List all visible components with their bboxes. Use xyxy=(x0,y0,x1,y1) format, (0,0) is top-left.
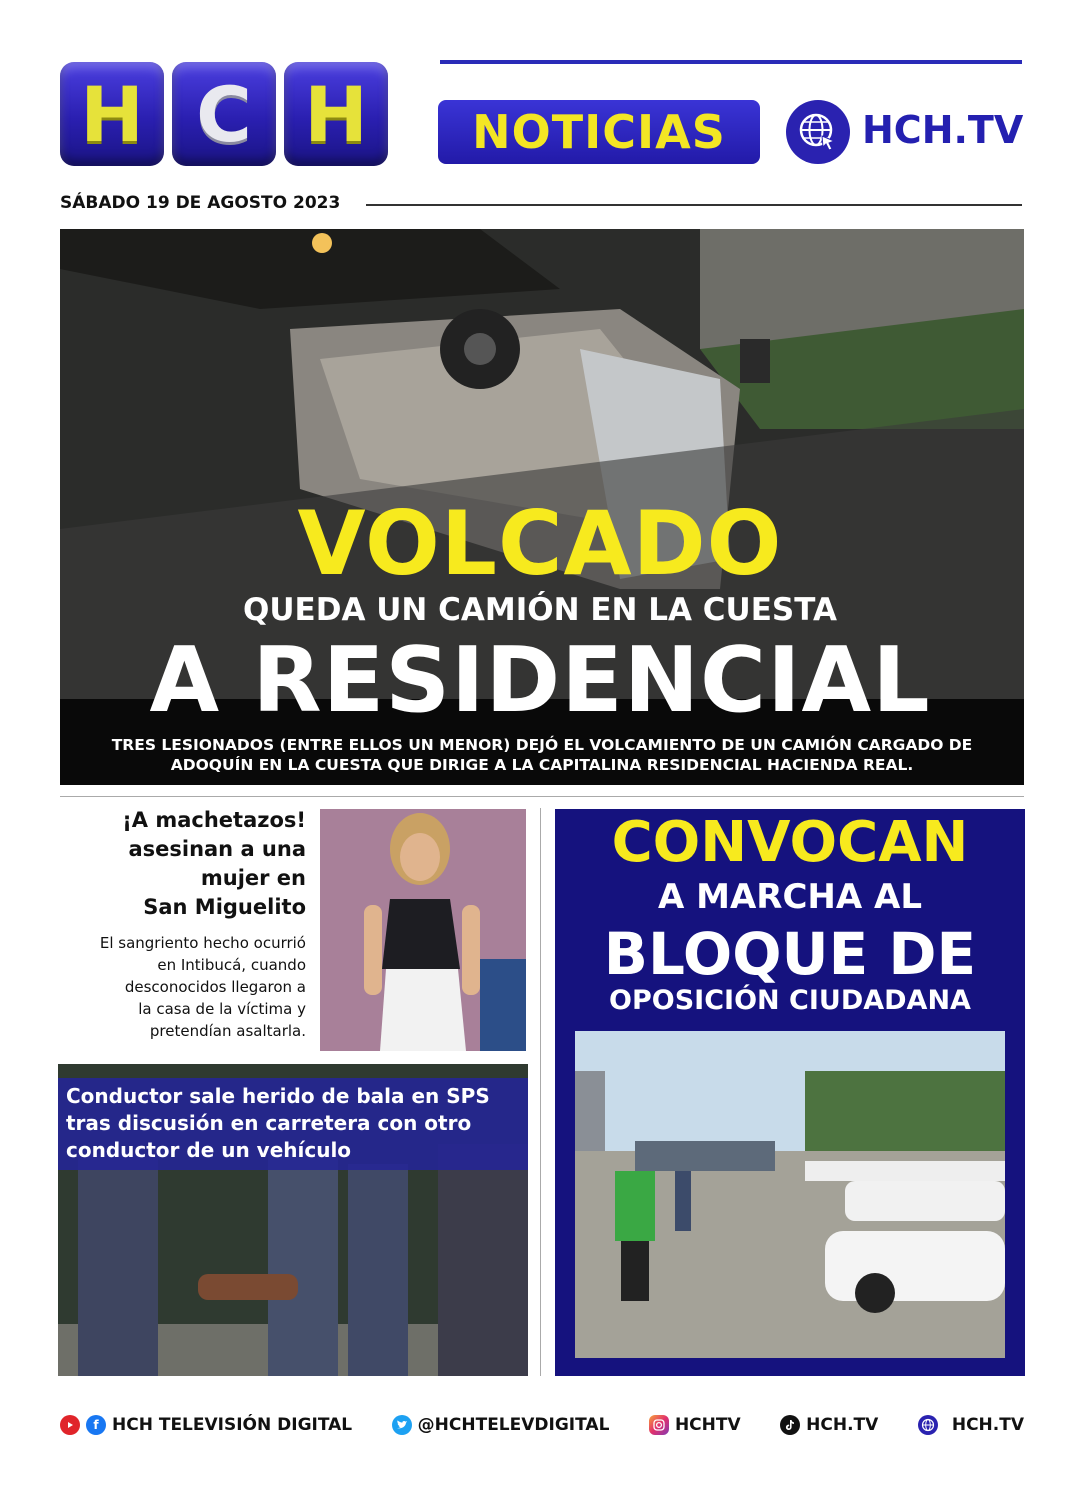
main-headline-middle[interactable]: QUEDA UN CAMIÓN EN LA CUESTA xyxy=(243,592,837,628)
machetazos-summary-line: la casa de la víctima y xyxy=(138,1000,306,1018)
machetazos-summary-line: desconocidos llegaron a xyxy=(124,978,306,996)
social-twitter-label: @HCHTELEVDIGITAL xyxy=(417,1415,610,1435)
social-web-label: HCH.TV xyxy=(951,1415,1024,1435)
date-rule xyxy=(366,204,1022,206)
website-link[interactable]: HCH.TV xyxy=(862,108,1024,152)
convocan-headline-4[interactable]: OPOSICIÓN CIUDADANA xyxy=(609,985,971,1016)
machetazos-headline-line: mujer en xyxy=(200,866,306,890)
social-footer xyxy=(60,1410,1024,1440)
machetazos-headline-line: San Miguelito xyxy=(143,895,306,919)
protest-street-photo xyxy=(575,1031,1005,1358)
section-label: NOTICIAS xyxy=(438,100,760,164)
social-instagram-label: HCHTV xyxy=(674,1415,741,1435)
convocan-headline-1[interactable]: CONVOCAN xyxy=(611,810,969,875)
machetazos-summary xyxy=(40,932,306,1042)
logo-letter-h1: H xyxy=(60,62,164,166)
social-web[interactable] xyxy=(918,1415,1024,1435)
globe-cursor-icon[interactable] xyxy=(786,100,850,164)
social-tiktok[interactable] xyxy=(780,1415,878,1435)
logo-letter-h2: H xyxy=(284,62,388,166)
convocan-headline-2[interactable]: A MARCHA AL xyxy=(657,877,922,917)
convocan-headline-3[interactable]: BLOQUE DE xyxy=(603,920,977,988)
social-facebook-youtube-label: HCH TELEVISIÓN DIGITAL xyxy=(112,1415,353,1435)
logo-letter-c: C xyxy=(172,62,276,166)
main-story-summary: TRES LESIONADOS (ENTRE ELLOS UN MENOR) DEJÓ EL VOLCAMIENTO DE UN CAMIÓN CARGADO DE ADOQUÍN EN LA CUESTA QUE DIRIGE A LA CAPITALINA RESIDENCIAL HACIENDA REAL. xyxy=(111,736,973,774)
victim-photo xyxy=(320,809,526,1051)
main-headline-bottom[interactable]: A RESIDENCIAL xyxy=(149,628,931,733)
machetazos-summary-line: en Intibucá, cuando xyxy=(157,956,306,974)
header-top-rule xyxy=(440,60,1022,64)
youtube-icon xyxy=(60,1415,80,1435)
twitter-icon xyxy=(392,1415,412,1435)
machetazos-summary-line: El sangriento hecho ocurrió xyxy=(99,934,306,952)
machetazos-headline[interactable] xyxy=(60,806,306,922)
social-tiktok-label: HCH.TV xyxy=(806,1415,879,1435)
issue-date: SÁBADO 19 DE AGOSTO 2023 xyxy=(60,193,341,213)
column-divider xyxy=(540,808,541,1376)
section-divider xyxy=(60,796,1024,797)
globe-icon xyxy=(918,1415,938,1435)
machetazos-headline-line: ¡A machetazos! xyxy=(122,808,306,832)
hch-logo xyxy=(60,62,390,166)
facebook-icon: f xyxy=(86,1415,106,1435)
machetazos-headline-line: asesinan a una xyxy=(128,837,306,861)
social-instagram[interactable] xyxy=(649,1415,741,1435)
social-facebook-youtube[interactable] xyxy=(60,1415,352,1435)
machetazos-summary-line: pretendían asaltarla. xyxy=(149,1022,306,1040)
conductor-headline[interactable]: Conductor sale herido de bala en SPS tras discusión en carretera con otro conductor de un vehículo xyxy=(66,1084,490,1162)
tiktok-icon xyxy=(780,1415,800,1435)
social-twitter[interactable] xyxy=(392,1415,610,1435)
main-headline-top[interactable]: VOLCADO xyxy=(297,492,783,595)
instagram-icon xyxy=(649,1415,669,1435)
